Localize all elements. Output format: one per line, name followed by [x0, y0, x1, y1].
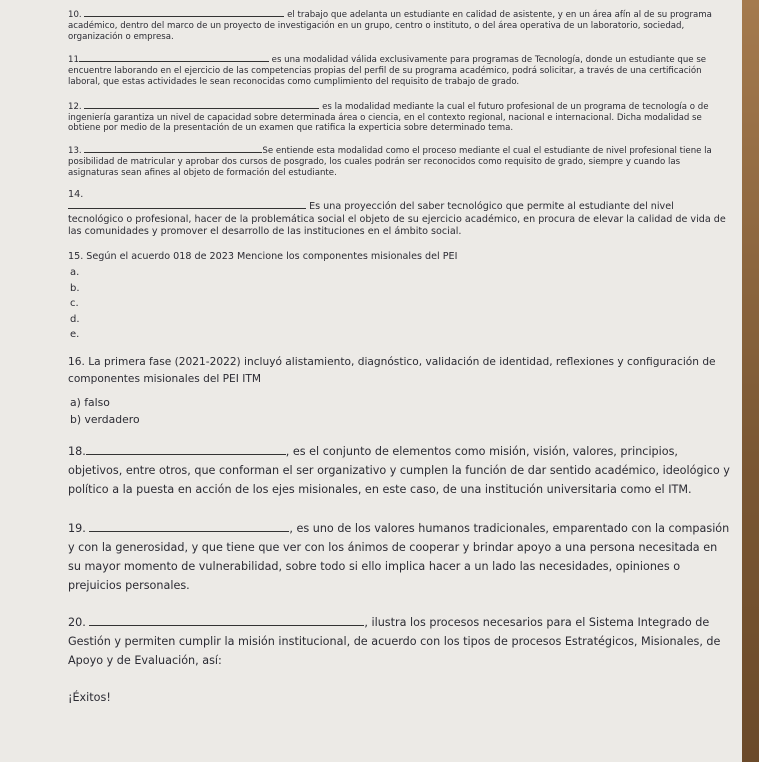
- answer-blank: [79, 61, 269, 62]
- closing-message: ¡Éxitos!: [68, 690, 111, 704]
- question-16-options: [68, 394, 730, 428]
- question-13: 13. Se entiende esta modalidad como el proceso mediante el cual el estudiante de nivel profesional tiene la posibilidad de matricular y aprobar dos cursos de posgrado, los cuales podrán ser reconocidos como requisito de grado, siempre y cuando las asignaturas sean afines al objeto de formación del estudiante.: [68, 146, 712, 178]
- question-16: 16. La primera fase (2021-2022) incluyó alistamiento, diagnóstico, validación de identidad, reflexiones y configuración de componentes misionales del PEI ITM: [68, 355, 716, 385]
- answer-blank: [89, 531, 289, 532]
- answer-blank: [84, 152, 262, 153]
- answer-blank: [86, 454, 286, 455]
- answer-blank: [68, 208, 306, 209]
- answer-blank: [84, 16, 284, 17]
- option-b: b.: [70, 282, 80, 294]
- option-e: e.: [70, 329, 80, 341]
- answer-blank: [89, 625, 364, 626]
- question-20: 20. , ilustra los procesos necesarios para el Sistema Integrado de Gestión y permiten cumplir la misión institucional, de acuerdo con los tipos de procesos Estratégicos, Misionales, de Apoyo y de Evaluación, así:: [68, 615, 721, 667]
- option-a: a.: [70, 267, 80, 279]
- option-true: b) verdadero: [70, 412, 140, 426]
- option-d: d.: [70, 313, 80, 325]
- question-18: 18. , es el conjunto de elementos como misión, visión, valores, principios, objetivos, entre otros, que conforman el ser organizativo y cumplen la función de dar sentido académico, ideológico y político a la puesta en acción de los ejes misionales, en este caso, de una institución universitaria como el ITM.: [68, 444, 730, 496]
- question-11: 11 es una modalidad válida exclusivamente para programas de Tecnología, donde un estudiante que se encuentre laborando en el ejercicio de las competencias propias del perfil de su programa académico, podrá solicitar, a través de una certificación laboral, que estas actividades le sean reconocidas como cumplimiento del requisito de trabajo de grado.: [68, 55, 707, 87]
- question-15-options: [68, 265, 730, 343]
- question-10: 10. el trabajo que adelanta un estudiante en calidad de asistente, y en un área afín al de su programa académico, dentro del marco de un proyecto de investigación en un grupo, centro o instituto, o del área operativa de un laboratorio, sociedad, organización o empresa.: [68, 10, 712, 42]
- option-false: a) falso: [70, 395, 110, 409]
- question-14: 14. Es una proyección del saber tecnológico que permite al estudiante del nivel tecnológico o profesional, hacer de la problemática social el objeto de su ejercicio académico, en procura de elevar la calidad de vida de las comunidades y promover el desarrollo de las instituciones en el ámbito social.: [68, 188, 726, 238]
- answer-blank: [84, 108, 319, 109]
- question-19: 19. , es uno de los valores humanos tradicionales, emparentado con la compasión y con la generosidad, y que tiene que ver con los ánimos de cooperar y brindar apoyo a una persona necesitada en su mayor momento de vulnerabilidad, sobre todo si ello implica hacer a un lado las necesidades, opiniones o prejuicios personales.: [68, 521, 730, 592]
- question-15: 15. Según el acuerdo 018 de 2023 Mencione los componentes misionales del PEI: [68, 250, 458, 262]
- question-12: 12. es la modalidad mediante la cual el futuro profesional de un programa de tecnología o de ingeniería garantiza un nivel de capacidad sobre determinada área o ciencia, en el contexto regional, nacional e internacional. Dicha modalidad se obtiene por medio de la presentación de un examen que ratifica la experticia sobre determinado tema.: [68, 101, 709, 134]
- table-edge: [742, 0, 759, 762]
- option-c: c.: [70, 298, 79, 310]
